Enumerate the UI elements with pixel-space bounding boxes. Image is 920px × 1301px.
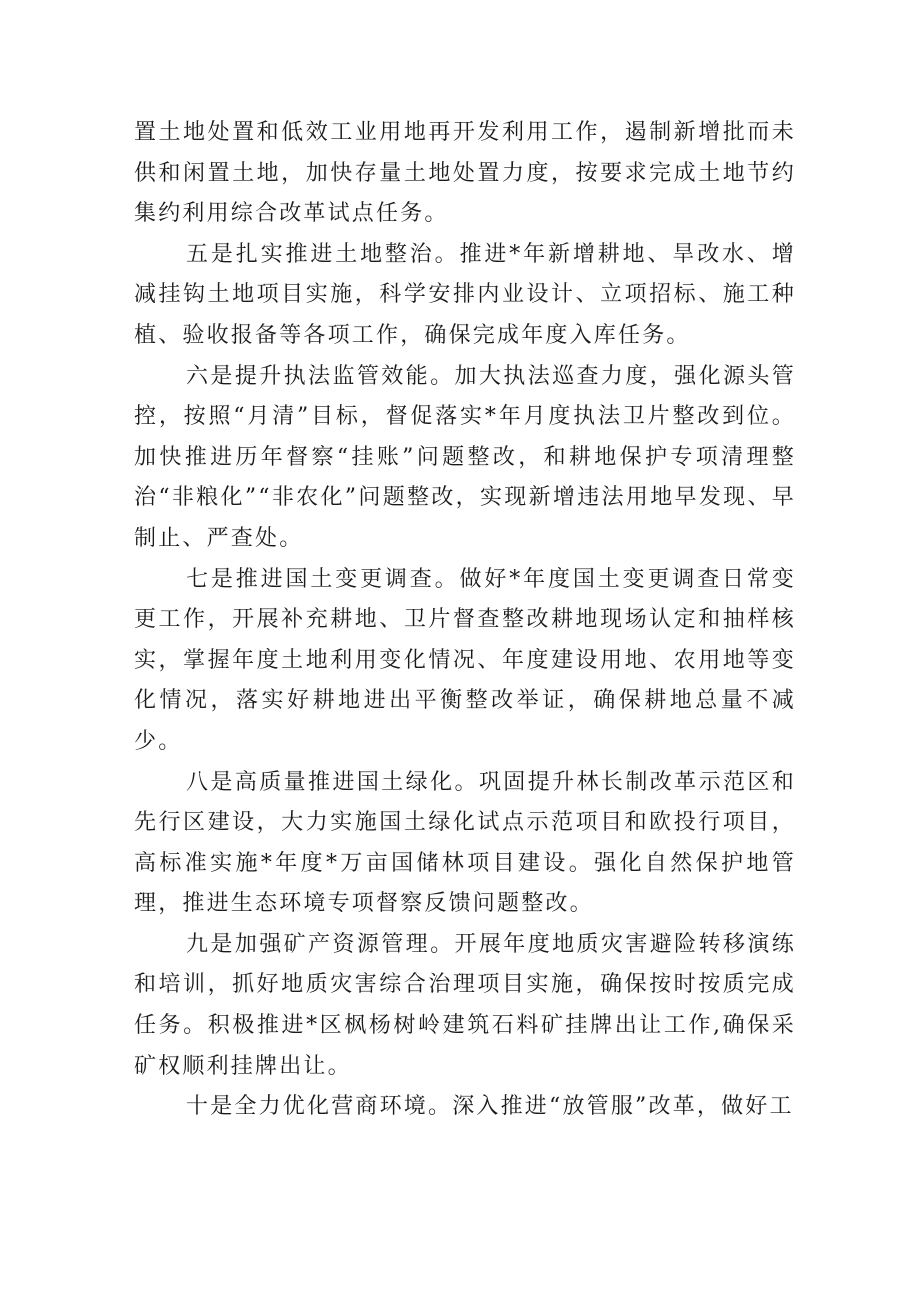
paragraph-mineral-resources: 九是加强矿产资源管理。开展年度地质灾害避险转移演练和培训，抓好地质灾害综合治理项目实施，确保按时按质完成任务。积极推进*区枫杨树岭建筑石料矿挂牌出让工作,确保采矿权顺利挂牌出让。: [134, 931, 796, 1079]
paragraph-law-enforcement: 六是提升执法监管效能。加大执法巡查力度，强化源头管控，按照“月清”目标，督促落实*年月度执法卫片整改到位。加快推进历年督察“挂账”问题整改，和耕地保护专项清理整治“非粮化”“非农化”问题整改，实现新增违法用地早发现、早制止、严查处。: [134, 363, 796, 551]
paragraph-business-environment: 十是全力优化营商环境。深入推进“放管服”改革，做好工: [186, 1094, 794, 1120]
paragraph-land-survey: 七是推进国土变更调查。做好*年度国土变更调查日常变更工作，开展补充耕地、卫片督查整改耕地现场认定和抽样核实，掌握年度土地利用变化情况、年度建设用地、农用地等变化情况，落实好耕地进出平衡整改举证，确保耕地总量不减少。: [134, 566, 796, 754]
paragraph-continuation: 置土地处置和低效工业用地再开发利用工作，遏制新增批而未供和闲置土地，加快存量土地处置力度，按要求完成土地节约集约利用综合改革试点任务。: [134, 120, 796, 227]
paragraph-greening: 八是高质量推进国土绿化。巩固提升林长制改革示范区和先行区建设，大力实施国土绿化试点示范项目和欧投行项目，高标准实施*年度*万亩国储林项目建设。强化自然保护地管理，推进生态环境专项督察反馈问题整改。: [134, 769, 796, 917]
document-body: [134, 113, 796, 1128]
paragraph-land-remediation: 五是扎实推进土地整治。推进*年新增耕地、旱改水、增减挂钩土地项目实施，科学安排内业设计、立项招标、施工种植、验收报备等各项工作，确保完成年度入库任务。: [134, 241, 796, 348]
